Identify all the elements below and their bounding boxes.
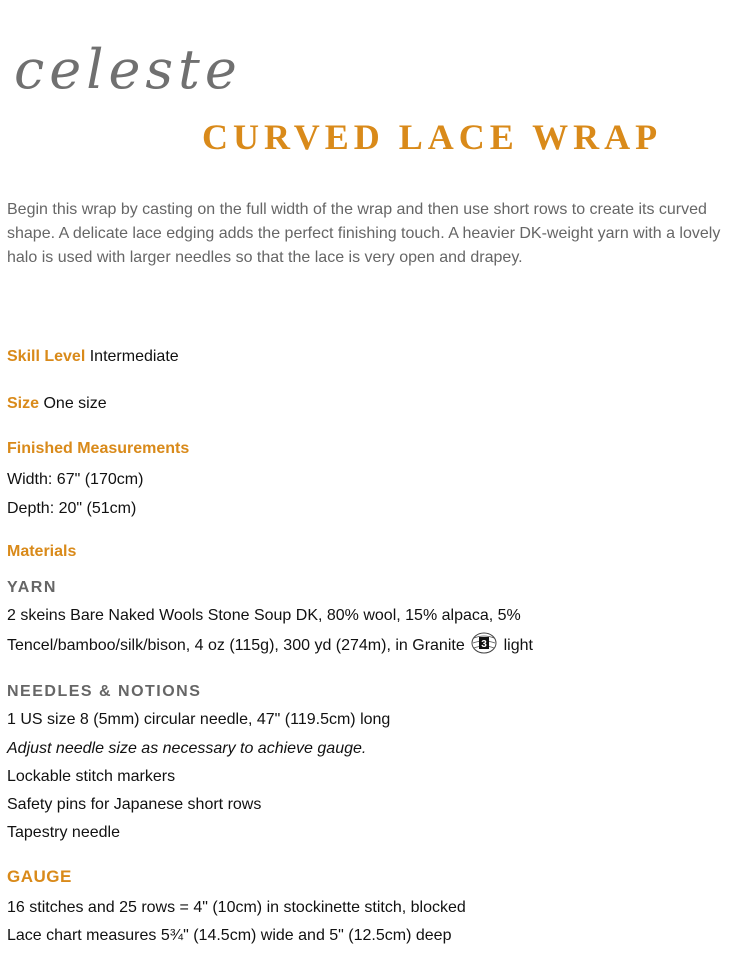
- width-measurement: Width: 67" (170cm): [7, 471, 144, 488]
- intro-paragraph: Begin this wrap by casting on the full width of the wrap and then use short rows to create its curved shape. A delicate lace edging adds the perfect finishing touch. A heavier DK-weight yarn with a lovely halo is used with larger needles so that the lace is very open and drapey.: [7, 201, 721, 266]
- yarn-line-2: Tencel/bamboo/silk/bison, 4 oz (115g), 300 yd (274m), in Granite: [7, 637, 465, 654]
- gauge-line-1: 16 stitches and 25 rows = 4" (10cm) in stockinette stitch, blocked: [7, 899, 466, 916]
- size-row: [7, 395, 107, 413]
- skill-level-value: Intermediate: [89, 348, 179, 365]
- skill-level-label: Skill Level: [7, 348, 86, 365]
- yarn-weight-icon: [471, 632, 497, 654]
- notion-item: Safety pins for Japanese short rows: [7, 796, 262, 813]
- needle-item: 1 US size 8 (5mm) circular needle, 47" (119.5cm) long: [7, 711, 391, 728]
- materials-heading: Materials: [7, 543, 77, 560]
- gauge-line-2: Lace chart measures 5¾" (14.5cm) wide and 5" (12.5cm) deep: [7, 927, 452, 944]
- yarn-line-1: 2 skeins Bare Naked Wools Stone Soup DK, 80% wool, 15% alpaca, 5%: [7, 607, 521, 624]
- needles-notions-heading: NEEDLES & NOTIONS: [7, 683, 202, 700]
- yarn-weight-label: light: [503, 637, 533, 654]
- skill-level-row: [7, 348, 179, 366]
- notion-item: Lockable stitch markers: [7, 768, 176, 785]
- pattern-title: CURVED LACE WRAP: [202, 117, 663, 157]
- notion-item: Tapestry needle: [7, 824, 120, 841]
- size-value: One size: [43, 395, 107, 412]
- gauge-note: Adjust needle size as necessary to achieve gauge.: [7, 740, 367, 757]
- finished-measurements-heading: Finished Measurements: [7, 440, 190, 457]
- size-label: Size: [7, 395, 40, 412]
- yarn-line-2-row: [7, 632, 533, 655]
- gauge-heading: GAUGE: [7, 867, 72, 886]
- brand-logo: celeste: [14, 38, 242, 101]
- yarn-heading: YARN: [7, 579, 57, 596]
- depth-measurement: Depth: 20" (51cm): [7, 500, 137, 517]
- yarn-weight-number: 3: [481, 639, 487, 650]
